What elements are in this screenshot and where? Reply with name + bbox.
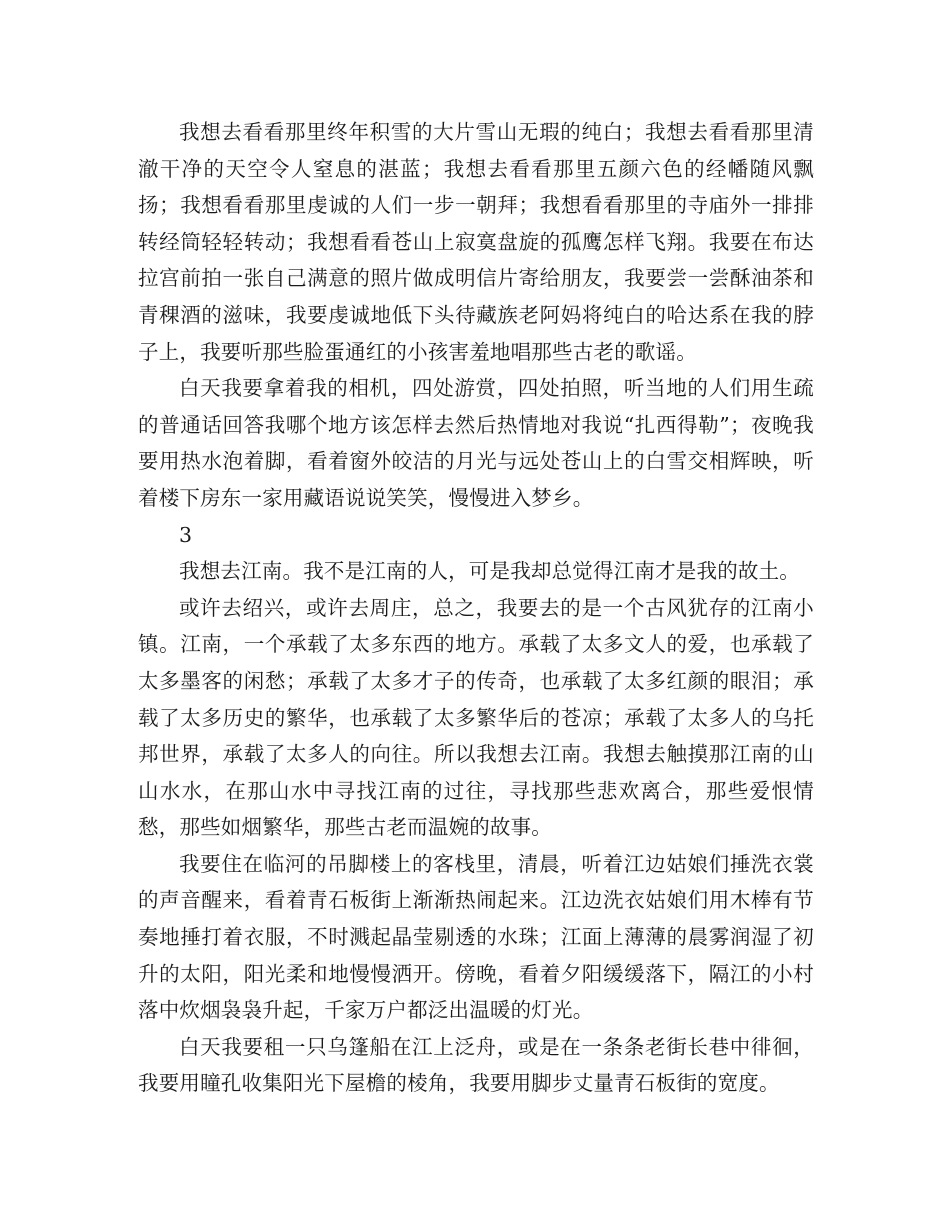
paragraph-jiangnan-intro: 我想去江南。我不是江南的人，可是我却总觉得江南才是我的故土。 — [179, 559, 800, 584]
paragraph-jiangnan-inn: 我要住在临河的吊脚楼上的客栈里，清晨，听着江边姑娘们捶洗衣裳的声音醒来，看着青石板街上渐渐热闹起来。江边洗衣姑娘们用木棒有节奏地捶打着衣服，不时溅起晶莹剔透的水珠；江面上薄薄的晨雾润湿了初升的太阳，阳光柔和地慢慢洒开。傍晚，看着夕阳缓缓落下，隔江的小村落中炊烟袅袅升起，千家万户都泛出温暖的灯光。 — [138, 851, 814, 1023]
paragraph-jiangnan-boat: 白天我要租一只乌篷船在江上泛舟，或是在一条条老街长巷中徘徊，我要用瞳孔收集阳光下屋檐的棱角，我要用脚步丈量青石板街的宽度。 — [138, 1034, 814, 1096]
document-body — [138, 114, 814, 1102]
paragraph-tibet-day-night: 白天我要拿着我的相机，四处游赏，四处拍照，听当地的人们用生疏的普通话回答我哪个地方该怎样去然后热情地对我说“扎西得勒”；夜晚我要用热水泡着脚，看着窗外皎洁的月光与远处苍山上的白雪交相辉映，听着楼下房东一家用藏语说说笑笑，慢慢进入梦乡。 — [138, 376, 814, 510]
paragraph-jiangnan-town: 或许去绍兴，或许去周庄，总之，我要去的是一个古风犹存的江南小镇。江南，一个承载了太多东西的地方。承载了太多文人的爱，也承载了太多墨客的闲愁；承载了太多才子的传奇，也承载了太多红颜的眼泪；承载了太多历史的繁华，也承载了太多繁华后的苍凉；承载了太多人的乌托邦世界，承载了太多人的向往。所以我想去江南。我想去触摸那江南的山山水水，在那山水中寻找江南的过往，寻找那些悲欢离合，那些爱恨情愁，那些如烟繁华，那些古老而温婉的故事。 — [138, 595, 814, 840]
section-number: 3 — [179, 522, 193, 547]
paragraph-tibet-wishes: 我想去看看那里终年积雪的大片雪山无瑕的纯白；我想去看看那里清澈干净的天空令人窒息的湛蓝；我想去看看那里五颜六色的经幡随风飘扬；我想看看那里虔诚的人们一步一朝拜；我想看看那里的寺庙外一排排转经筒轻轻转动；我想看看苍山上寂寞盘旋的孤鹰怎样飞翔。我要在布达拉宫前拍一张自己满意的照片做成明信片寄给朋友，我要尝一尝酥油茶和青稞酒的滋味，我要虔诚地低下头待藏族老阿妈将纯白的哈达系在我的脖子上，我要听那些脸蛋通红的小孩害羞地唱那些古老的歌谣。 — [138, 120, 814, 364]
